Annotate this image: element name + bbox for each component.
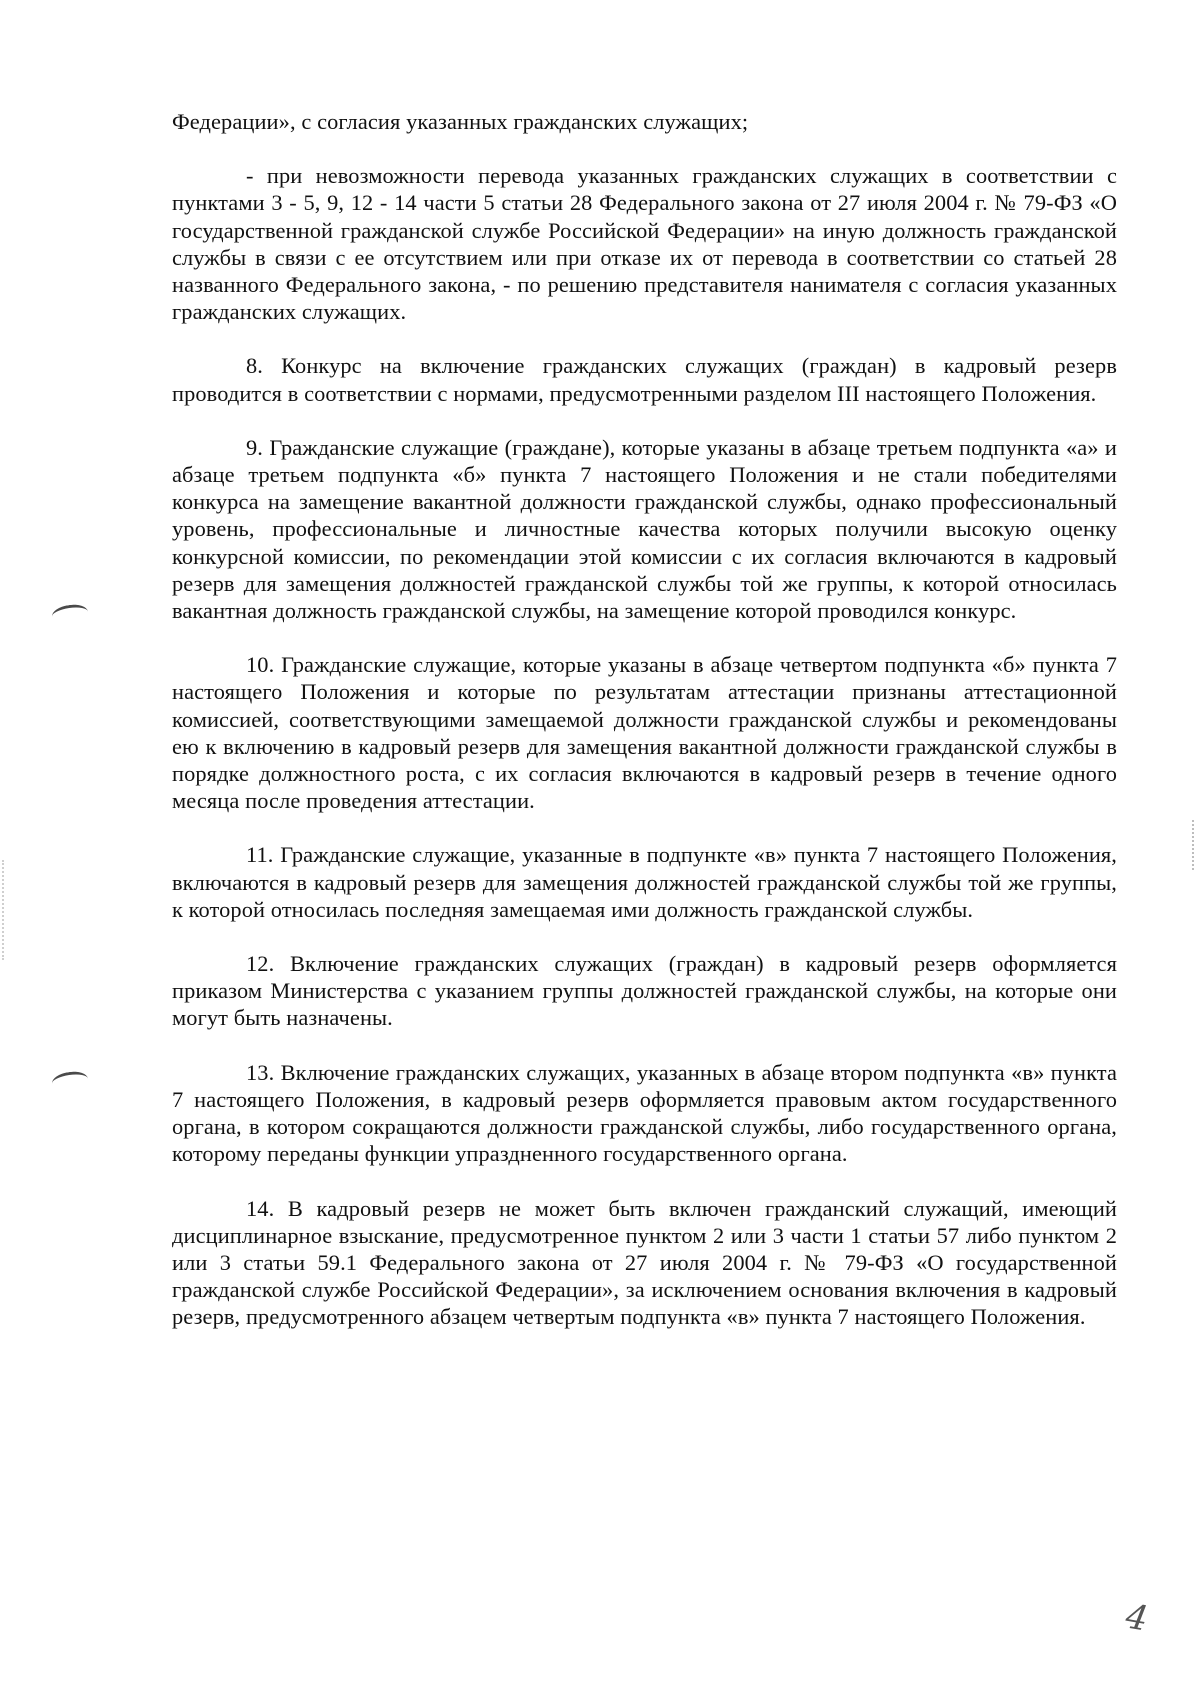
paragraph-item-13: 13. Включение гражданских служащих, указанных в абзаце втором подпункта «в» пункта 7 настоящего Положения, в кадровый резерв оформляется правовым актом государственного органа, в котором сокращаются должности гражданской службы, либо государственного органа, которому переданы функции упраздненного государственного органа.: [172, 1059, 1117, 1167]
paragraph-item-8: 8. Конкурс на включение гражданских служащих (граждан) в кадровый резерв проводится в соответствии с нормами, предусмотренными разделом III настоящего Положения.: [172, 353, 1117, 406]
paragraph-item-10: 10. Гражданские служащие, которые указаны в абзаце четвертом подпункта «б» пункта 7 настоящего Положения и которые по результатам аттестации признаны аттестационной комиссией, соответствующими замещаемой должности гражданской службы и рекомендованы ею к включению в кадровый резерв для замещения вакантной должности гражданской службы в порядке должностного роста, с их согласия включаются в кадровый резерв в течение одного месяца после проведения аттестации.: [172, 652, 1117, 814]
punch-hole-mark: [51, 603, 89, 626]
paragraph-item-14: 14. В кадровый резерв не может быть включен гражданский служащий, имеющий дисциплинарное взыскание, предусмотренное пунктом 2 или 3 части 1 статьи 57 либо пунктом 2 или 3 статьи 59.1 Федерального закона от 27 июля 2004 г. № 79-ФЗ «О государственной гражданской службе Российской Федерации», за исключением основания включения в кадровый резерв, предусмотренного абзацем четвертым подпункта «в» пункта 7 настоящего Положения.: [172, 1195, 1117, 1330]
paragraph: Федерации», с согласия указанных гражданских служащих;: [172, 109, 749, 134]
punch-hole-mark: [51, 1070, 89, 1093]
document-body: [172, 108, 1117, 1358]
paragraph-item-9: 9. Гражданские служащие (граждане), которые указаны в абзаце третьем подпункта «а» и абзаце третьем подпункта «б» пункта 7 настоящего Положения и не стали победителями конкурса на замещение вакантной должности гражданской службы, однако профессиональный уровень, профессиональные и личностные качества которых получили высокую оценку конкурсной комиссии, по рекомендации этой комиссии с их согласия включаются в кадровый резерв для замещения должностей гражданской службы той же группы, к которой относилась вакантная должность гражданской службы, на замещение которой проводился конкурс.: [172, 434, 1117, 624]
paragraph-item-11: 11. Гражданские служащие, указанные в подпункте «в» пункта 7 настоящего Положения, включаются в кадровый резерв для замещения должностей гражданской службы той же группы, к которой относилась последняя замещаемая ими должность гражданской службы.: [172, 842, 1117, 922]
paragraph: - при невозможности перевода указанных гражданских служащих в соответствии с пунктами 3 - 5, 9, 12 - 14 части 5 статьи 28 Федерального закона от 27 июля 2004 г. № 79-ФЗ «О государственной гражданской службе Российской Федерации» на иную должность гражданской службы в связи с ее отсутствием или при отказе их от перевода в соответствии со статьей 28 названного Федерального закона, - по решению представителя нанимателя с согласия указанных гражданских служащих.: [172, 163, 1117, 325]
handwritten-page-number: 4: [1122, 1596, 1151, 1640]
scan-artifact: [2, 860, 6, 960]
scan-artifact: [1192, 820, 1196, 870]
paragraph-item-12: 12. Включение гражданских служащих (граждан) в кадровый резерв оформляется приказом Министерства с указанием группы должностей гражданской службы, на которые они могут быть назначены.: [172, 951, 1117, 1031]
